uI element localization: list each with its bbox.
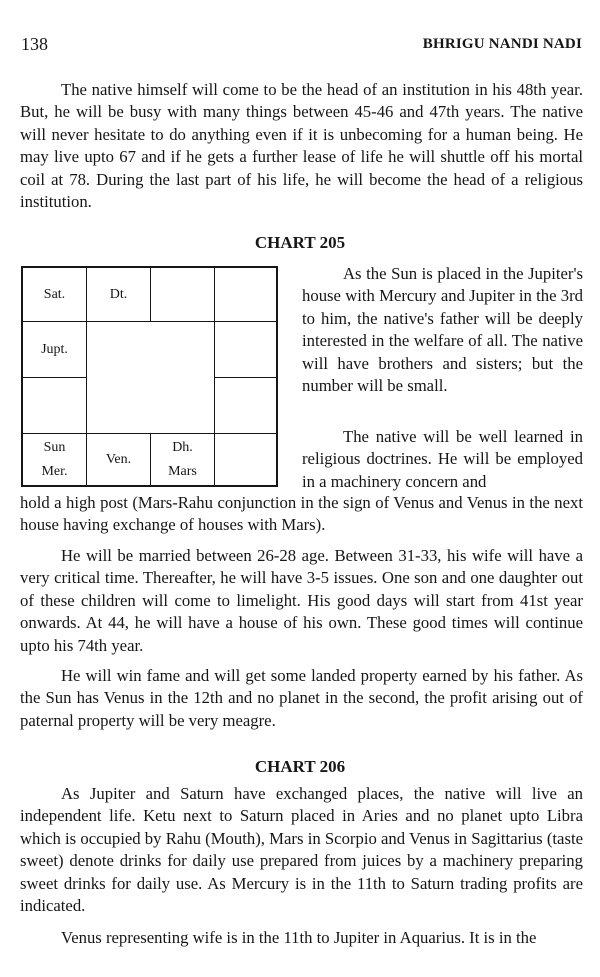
chart-cell-jupt: Jupt. (23, 322, 87, 378)
chart-cell-empty (215, 268, 276, 322)
chart-205-grid (21, 266, 278, 487)
paragraph-chart206: As Jupiter and Saturn have exchanged places, the native will live an independent life. Ketu next to Saturn placed in Aries and no planet upto Libra which is occupied by Rahu (Mouth), Mars in Scorpio and Venus in Sagittarius (taste sweet) denote drinks for daily use prepared from juices by a machinery preparing sweet drinks for daily use. As Mercury is in the 11th to Saturn trading profits are indicated. (20, 784, 583, 916)
page-header (0, 34, 600, 58)
chart-cell-dh-mars (151, 434, 215, 485)
paragraph-venus: Venus representing wife is in the 11th to Jupiter in Aquarius. It is in the (61, 928, 537, 947)
chart-center-box (87, 322, 215, 434)
paragraph-marriage: He will be married between 26-28 age. Between 31-33, his wife will have a very critical time. Thereafter, he will have 3-5 issues. One son and one daughter out of these children will come to limelight. His good days will start from 41st year onwards. At 44, he will have a house of his own. These good times will continue upto his 74th year. (20, 546, 583, 655)
paragraph-intro: The native himself will come to be the head of an institution in his 48th year. But, he will be busy with many things between 45-46 and 47th years. The native will never hesitate to do anything even if it is unbecoming for a human being. He may live upto 67 and if he gets a further lease of life he will shuttle off his mortal coil at 78. During the last part of his life, he will become the head of a religious institution. (20, 80, 583, 212)
paragraph-chart205-side-1: As the Sun is placed in the Jupiter's house with Mercury and Jupiter in the 3rd to him, the native's father will be deeply interested in the welfare of all. The native will have brothers and sisters; but the number will be small. (302, 264, 583, 396)
chart-cell-empty (215, 378, 276, 434)
chart-cell-sun-mer (23, 434, 87, 485)
chart-cell-empty (151, 268, 215, 322)
chart-cell-ven: Ven. (87, 434, 151, 485)
chart-205-title: CHART 205 (254, 233, 346, 252)
paragraph-fame: He will win fame and will get some landed property earned by his father. As the Sun has Venus in the 12th and no planet in the second, the profit arising out of paternal property will be very meagre. (20, 666, 583, 730)
paragraph-chart205-continued: hold a high post (Mars-Rahu conjunction in the sign of Venus and Venus in the next house having exchange of houses with Mars). (20, 493, 583, 535)
chart-cell-empty (215, 434, 276, 485)
chart-label-mars: Mars (168, 463, 197, 479)
chart-cell-sat: Sat. (23, 268, 87, 322)
chart-cell-dt: Dt. (87, 268, 151, 322)
chart-206-title: CHART 206 (254, 757, 346, 776)
chart-cell-empty (215, 322, 276, 378)
chart-label-mer: Mer. (41, 463, 68, 479)
page-number: 138 (21, 34, 48, 54)
running-title: BHRIGU NANDI NADI (422, 36, 582, 52)
chart-label-sun: Sun (43, 439, 66, 455)
chart-cell-empty (23, 378, 87, 434)
paragraph-chart205-side-2: The native will be well learned in religious doctrines. He will be employed in a machinery concern and (302, 427, 583, 491)
chart-label-dh: Dh. (172, 439, 193, 455)
